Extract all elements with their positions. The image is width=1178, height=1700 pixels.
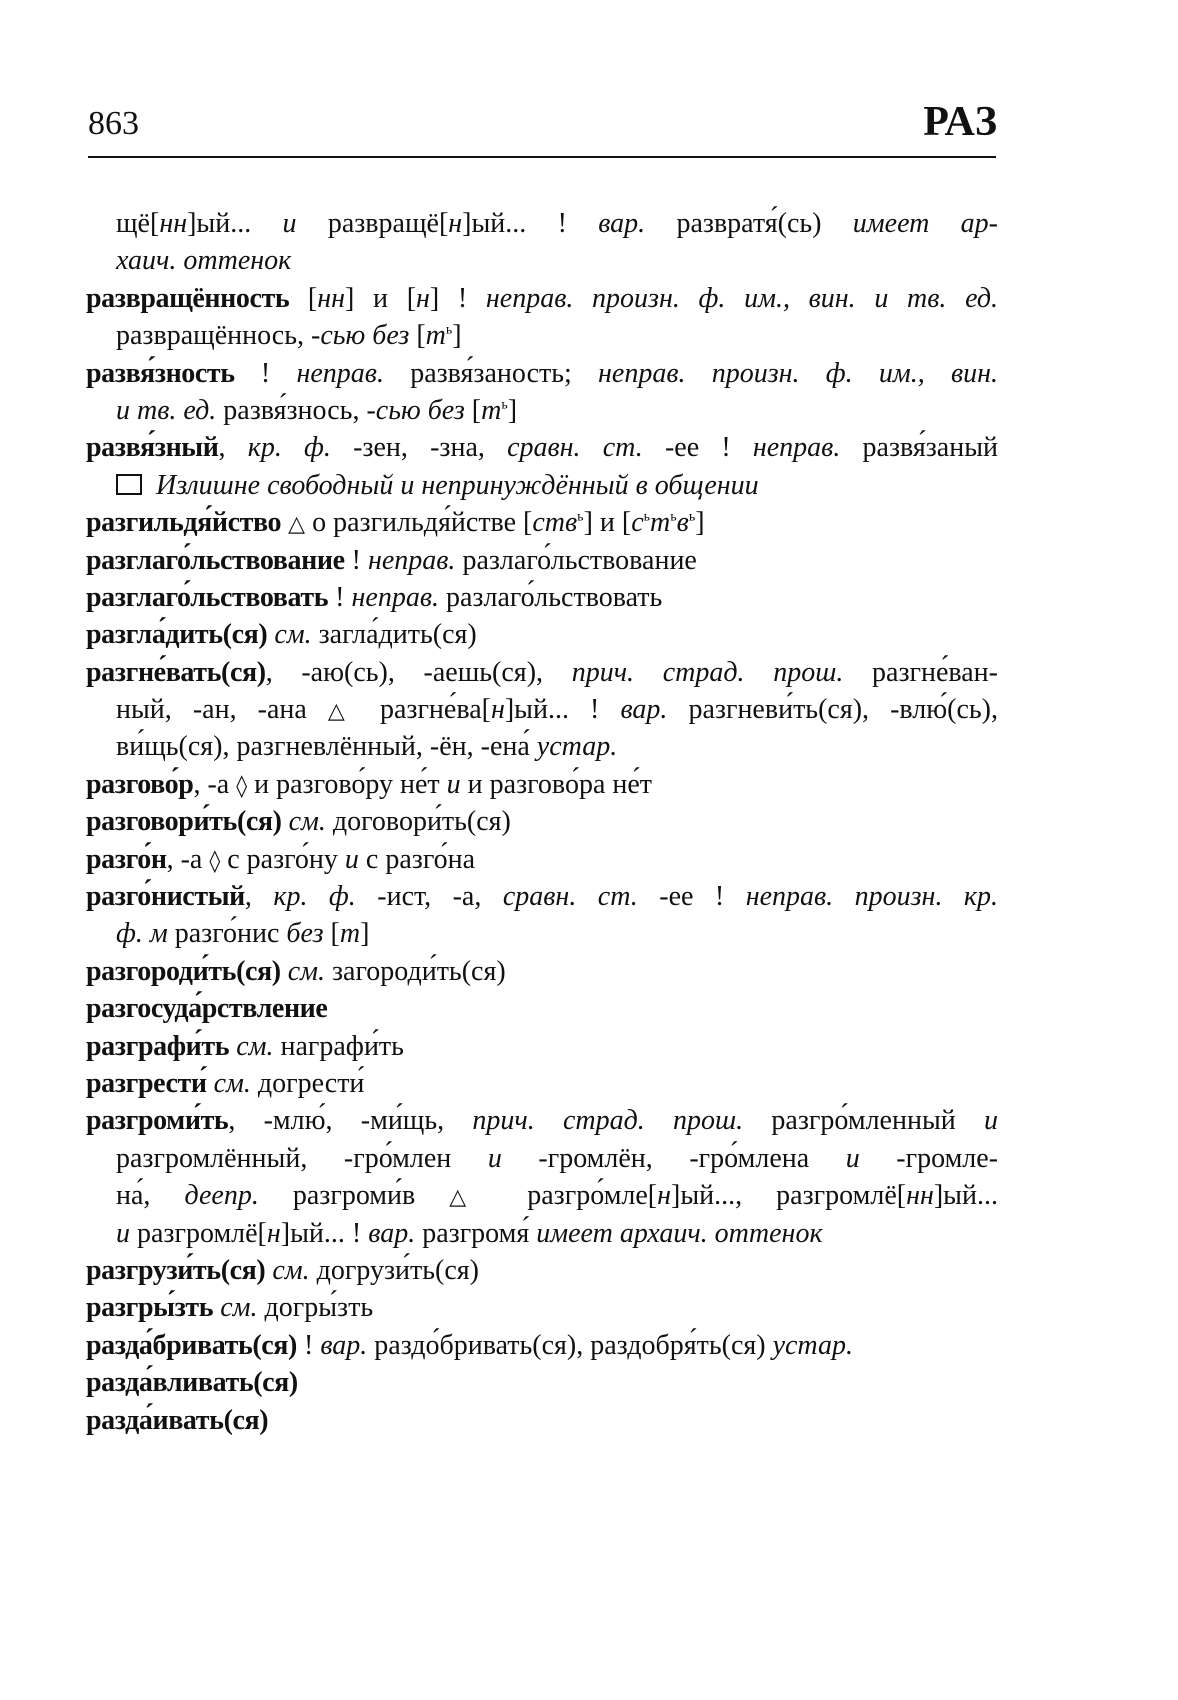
triangle-icon: △ — [327, 699, 359, 725]
headword: разгла́дить(ся) — [86, 619, 268, 651]
entry-text: разгро́мленный — [743, 1105, 984, 1137]
entry-text: ь — [445, 322, 453, 338]
entry-text: -громлён, -гро́млена — [501, 1142, 846, 1174]
label-italic: ств — [532, 507, 578, 539]
entry-continuation-line — [86, 467, 998, 504]
label-italic: неправ. — [351, 581, 439, 613]
label-italic: нн — [317, 282, 346, 314]
headword: развя́зность — [86, 357, 235, 389]
headword: разда́бривать(ся) — [86, 1329, 297, 1361]
label-italic: нн — [906, 1180, 934, 1212]
headword: разгне́вать(ся) — [86, 656, 266, 688]
entry-text: разгромлённый, -гро́млен — [116, 1142, 488, 1174]
label-italic: и — [344, 843, 359, 875]
entry-text: ь — [577, 509, 584, 525]
entry-text: ный, -ан, -ана — [116, 694, 328, 726]
entry-text: , -а — [166, 843, 210, 875]
entry-text: развратя́(сь) — [645, 208, 853, 239]
entry-text: разгромя́ — [415, 1217, 537, 1249]
page-number: 863 — [88, 105, 139, 142]
entry-text: ь — [643, 509, 651, 525]
entry-text: догрести́ — [250, 1067, 365, 1099]
entry-line — [86, 878, 998, 915]
triangle-icon: △ — [288, 512, 306, 538]
entry-text: награфи́ть — [273, 1030, 404, 1062]
headword: разгороди́ть(ся) — [86, 955, 281, 987]
label-italic: см. — [213, 1067, 251, 1099]
entry-continuation-line — [86, 691, 998, 728]
headword: разглаго́льствовать — [86, 581, 329, 613]
label-italic: -сью без — [311, 320, 410, 352]
entry-text: ь — [501, 397, 508, 413]
entry-text: развя́знось, — [216, 394, 367, 426]
entry-text: , -аю(сь), -аешь(ся), — [265, 656, 572, 688]
entry-text: ! — [328, 581, 352, 613]
entry-text: ]ый... — [933, 1180, 998, 1212]
entry-text: загла́дить(ся) — [311, 619, 477, 651]
label-italic: неправ. — [367, 544, 456, 576]
entry-text: [ — [464, 394, 482, 426]
entry-text: разгро́мле[ — [493, 1180, 658, 1212]
entry-text: и разгово́ра не́т — [460, 768, 653, 800]
entry-text: о разгильдя́йстве [ — [305, 507, 533, 539]
entry-text: на́, — [116, 1180, 185, 1212]
label-italic: и — [984, 1105, 998, 1137]
entry-continuation-line — [86, 392, 998, 429]
label-italic: н — [266, 1217, 281, 1249]
label-italic: имеет ар- — [852, 208, 998, 239]
entry-text: [ — [409, 320, 426, 352]
entry-text: , -млю́, -ми́щь, — [228, 1105, 473, 1137]
entry-text — [281, 956, 288, 987]
entry-text: ! — [344, 544, 368, 576]
entry-line — [86, 1065, 998, 1102]
headword: развращённость — [86, 282, 290, 314]
label-italic: и — [845, 1142, 860, 1174]
entry-text: ] и [ — [345, 282, 417, 314]
entry-text: -ист, -а, — [355, 881, 503, 913]
entry-text: , — [218, 432, 248, 464]
label-italic: имеет архаич. оттенок — [536, 1217, 823, 1249]
entry-line — [86, 504, 998, 541]
entry-continuation-line — [86, 242, 998, 279]
entry-line — [86, 1327, 998, 1364]
entry-line — [86, 1364, 998, 1401]
entry-text: с разго́на — [358, 843, 476, 875]
entry-text: с разго́ну — [220, 843, 345, 875]
label-italic: т — [339, 918, 361, 950]
entry-text: ] — [452, 320, 462, 352]
entry-text: догры́зть — [257, 1292, 374, 1324]
entry-text: развращённось, — [116, 320, 311, 352]
entry-text: ] ! — [429, 282, 486, 314]
entry-line — [86, 766, 998, 803]
headword: разгово́р — [86, 768, 194, 800]
entry-line — [86, 841, 998, 878]
label-italic: т — [481, 394, 502, 426]
label-italic: см. — [274, 619, 312, 651]
entry-continuation-line — [86, 1177, 998, 1214]
label-italic: -сью без — [366, 394, 465, 426]
label-italic: Излишне свободный и непринуждённый в общении — [156, 469, 759, 501]
label-italic: и — [116, 1217, 130, 1249]
label-italic: деепр. — [184, 1180, 259, 1212]
diamond-icon: ◊ — [236, 773, 248, 799]
entry-line — [86, 1402, 998, 1439]
entry-line — [86, 1252, 998, 1289]
label-italic: ф. м — [116, 918, 168, 950]
entry-text: раздо́бривать(ся), раздобря́ть(ся) — [367, 1329, 773, 1361]
label-italic: см. — [287, 955, 325, 987]
entry-text: догрузи́ть(ся) — [309, 1254, 479, 1286]
label-italic: без — [286, 918, 324, 950]
entry-text: загороди́ть(ся) — [325, 955, 506, 987]
label-italic: см. — [288, 806, 326, 838]
headword: разго́нистый — [86, 881, 245, 913]
label-italic: неправ. — [752, 432, 841, 464]
entry-text: разгне́ва[ — [358, 694, 491, 726]
entry-line — [86, 542, 998, 579]
entry-text: разгневи́ть(ся), -влю́(сь), — [667, 694, 999, 726]
header-rule — [88, 156, 996, 158]
label-italic: нн — [159, 208, 188, 239]
label-italic: вар. — [368, 1217, 416, 1249]
entry-continuation-line — [86, 1140, 998, 1177]
entry-text — [282, 806, 289, 837]
entry-text: ]ый... — [187, 208, 283, 239]
label-italic: т — [425, 320, 446, 352]
entry-line — [86, 1102, 998, 1139]
headword: разда́ивать(ся) — [86, 1404, 269, 1436]
headword: разграфи́ть — [86, 1030, 230, 1062]
entry-text: ь — [688, 509, 696, 525]
entry-line — [86, 616, 998, 653]
headword: разгильдя́йство — [86, 507, 282, 539]
entry-text: щё[ — [116, 208, 160, 239]
headword: разговори́ть(ся) — [86, 806, 282, 838]
entry-text: ] и [ — [583, 507, 632, 539]
entry-line — [86, 1289, 998, 1326]
label-italic: неправ. произн. ф. им., вин. — [598, 357, 998, 389]
entry-text: ]ый... ! — [462, 208, 599, 239]
entry-text: -ее ! — [637, 881, 746, 913]
entry-text: развращё[ — [296, 208, 449, 239]
entry-text: , -а — [193, 768, 237, 800]
label-italic: см. — [236, 1030, 274, 1062]
entry-text: , — [244, 881, 274, 913]
label-italic: н — [490, 694, 505, 726]
label-italic: сравн. ст. — [502, 881, 638, 913]
label-italic: хаич. оттенок — [116, 245, 292, 277]
entry-continuation-line — [86, 205, 998, 242]
triangle-icon: △ — [449, 1185, 494, 1211]
headword: разго́н — [86, 843, 167, 875]
entry-text: ! — [296, 1329, 321, 1361]
entry-text: ь — [670, 509, 677, 525]
entry-line — [86, 1028, 998, 1065]
headword: разгосуда́рствление — [86, 993, 328, 1025]
label-italic: и — [487, 1142, 502, 1174]
entry-text: разлаго́льствовать — [438, 581, 663, 613]
entry-continuation-line — [86, 1215, 998, 1252]
entry-text: ]ый..., разгромлё[ — [671, 1180, 907, 1212]
entry-text: разгне́ван- — [843, 656, 998, 688]
dictionary-entries — [86, 205, 998, 1439]
label-italic: см. — [272, 1254, 310, 1286]
label-italic: сравн. ст. — [507, 432, 643, 464]
label-italic: кр. ф. — [247, 432, 331, 464]
label-italic: вар. — [620, 694, 668, 726]
label-italic: н — [448, 208, 463, 239]
entry-text: развя́заность; — [383, 357, 599, 389]
entry-continuation-line — [86, 728, 998, 765]
label-italic: кр. ф. — [273, 881, 356, 913]
entry-line — [86, 429, 998, 466]
label-italic: прич. страд. прош. — [571, 656, 844, 688]
entry-text: [ — [323, 918, 340, 950]
entry-text: ]ый... ! — [280, 1217, 369, 1249]
label-italic: вар. — [598, 208, 646, 239]
label-italic: с — [631, 507, 644, 539]
label-italic: прич. страд. прош. — [472, 1105, 744, 1137]
label-italic: неправ. — [296, 357, 384, 389]
label-italic: и — [446, 768, 461, 800]
entry-text: ! — [234, 357, 297, 389]
entry-text: ] — [695, 507, 705, 539]
running-head: РАЗ — [923, 99, 998, 145]
label-italic: см. — [220, 1292, 258, 1324]
definition-box-icon — [116, 474, 142, 495]
entry-continuation-line — [86, 317, 998, 354]
entry-line — [86, 355, 998, 392]
label-italic: устар. — [772, 1329, 853, 1361]
entry-line — [86, 280, 998, 317]
entry-text: -зен, -зна, — [330, 432, 508, 464]
label-italic: т — [650, 507, 671, 539]
label-italic: и тв. ед. — [116, 394, 217, 426]
label-italic: вар. — [320, 1329, 368, 1361]
label-italic: устар. — [536, 731, 618, 763]
entry-text: разгроми́в — [258, 1180, 450, 1212]
entry-line — [86, 803, 998, 840]
entry-text: договори́ть(ся) — [325, 806, 511, 838]
headword: разда́вливать(ся) — [86, 1367, 298, 1399]
entry-line — [86, 990, 998, 1027]
entry-text: ] — [507, 394, 518, 426]
headword: разглаго́льствование — [86, 544, 345, 576]
headword: разгрести́ — [86, 1067, 207, 1099]
headword: разгры́зть — [86, 1292, 214, 1324]
label-italic: н — [657, 1180, 672, 1212]
label-italic: неправ. произн. ф. им., вин. и тв. ед. — [485, 282, 998, 314]
label-italic: н — [416, 282, 430, 314]
label-italic: неправ. произн. кр. — [745, 881, 999, 913]
entry-line — [86, 579, 998, 616]
entry-text: развя́заный — [840, 432, 999, 464]
headword: развя́зный — [86, 432, 219, 464]
entry-text: [ — [289, 282, 318, 314]
entry-text: разго́нис — [167, 918, 287, 950]
entry-line — [86, 953, 998, 990]
entry-text: и разгово́ру не́т — [247, 768, 447, 800]
entry-text: -громле- — [859, 1142, 999, 1174]
entry-line — [86, 654, 998, 691]
label-italic: и — [282, 208, 297, 239]
entry-text: ] — [360, 918, 370, 950]
entry-text: ви́щь(ся), разгневлённый, -ён, -ена́ — [116, 731, 537, 763]
entry-text: разгромлё[ — [130, 1217, 267, 1249]
entry-continuation-line — [86, 915, 998, 952]
diamond-icon: ◊ — [209, 848, 221, 874]
headword: разгроми́ть — [86, 1105, 229, 1137]
label-italic: в — [676, 507, 689, 539]
entry-text: разлаго́льствование — [455, 544, 697, 576]
headword: разгрузи́ть(ся) — [86, 1254, 266, 1286]
entry-text: -ее ! — [642, 432, 753, 464]
entry-text — [207, 1068, 214, 1099]
entry-text: ]ый... ! — [504, 694, 621, 726]
